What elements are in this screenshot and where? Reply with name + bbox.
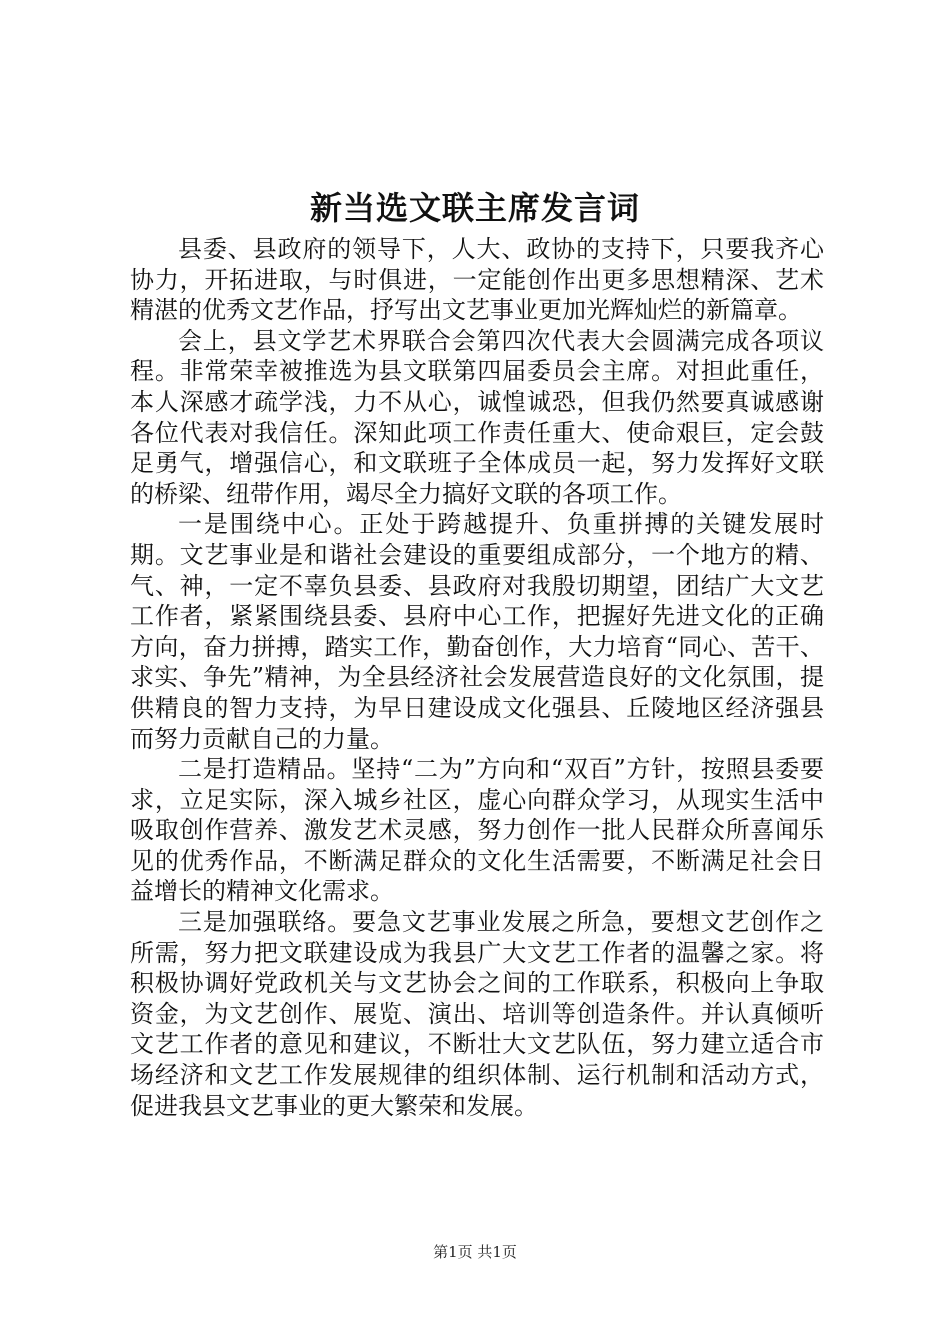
paragraph-4: 二是打造精品。坚持“二为”方向和“双百”方针，按照县委要求，立足实际，深入城乡社区，虚心向群众学习，从现实生活中吸取创作营养、激发艺术灵感，努力创作一批人民群众所喜闻乐见的优秀作品，不断满足群众的文化生活需要，不断满足社会日益增长的精神文化需求。 [130,755,824,906]
document-title: 新当选文联主席发言词 [309,189,640,227]
paragraph-3: 一是围绕中心。正处于跨越提升、负重拼搏的关键发展时期。文艺事业是和谐社会建设的重要组成部分，一个地方的精、气、神，一定不辜负县委、县政府对我殷切期望，团结广大文艺工作者，紧紧围绕县委、县府中心工作，把握好先进文化的正确方向，奋力拼搏，踏实工作，勤奋创作，大力培育“同心、苦干、求实、争先”精神，为全县经济社会发展营造良好的文化氛围，提供精良的智力支持，为早日建设成文化强县、丘陵地区经济强县而努力贡献自己的力量。 [130,510,824,753]
paragraph-5: 三是加强联络。要急文艺事业发展之所急，要想文艺创作之所需，努力把文联建设成为我县广大文艺工作者的温馨之家。将积极协调好党政机关与文艺协会之间的工作联系，积极向上争取资金，为文艺创作、展览、演出、培训等创造条件。并认真倾听文艺工作者的意见和建议，不断壮大文艺队伍，努力建立适合市场经济和文艺工作发展规律的组织体制、运行机制和活动方式，促进我县文艺事业的更大繁荣和发展。 [130,908,824,1120]
page-footer: 第1页 共1页 [433,1243,517,1261]
paragraph-2: 会上，县文学艺术界联合会第四次代表大会圆满完成各项议程。非常荣幸被推选为县文联第四届委员会主席。对担此重任，本人深感才疏学浅，力不从心，诚惶诚恐，但我仍然要真诚感谢各位代表对我信任。深知此项工作责任重大、使命艰巨，定会鼓足勇气，增强信心，和文联班子全体成员一起，努力发挥好文联的桥梁、纽带作用，竭尽全力搞好文联的各项工作。 [130,326,824,508]
document-body [130,234,824,1121]
paragraph-1: 县委、县政府的领导下，人大、政协的支持下，只要我齐心协力，开拓进取，与时俱进，一定能创作出更多思想精深、艺术精湛的优秀文艺作品，抒写出文艺事业更加光辉灿烂的新篇章。 [130,235,824,325]
